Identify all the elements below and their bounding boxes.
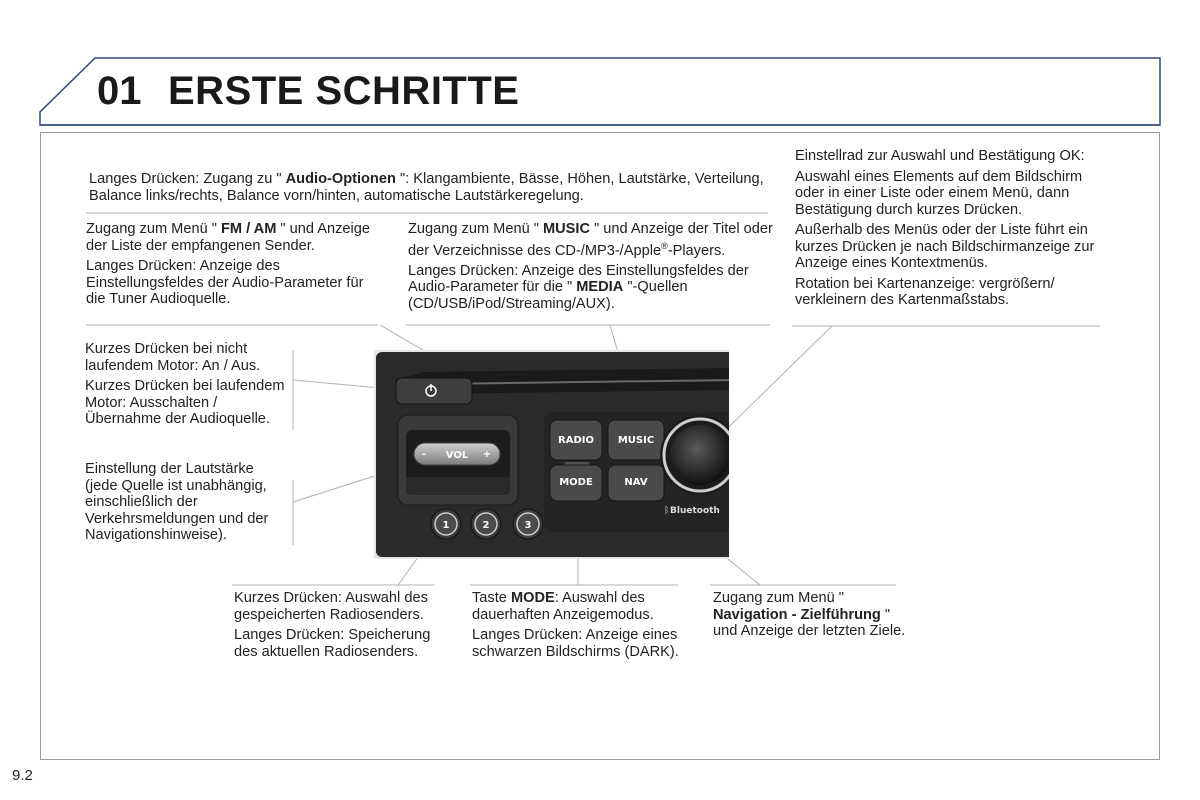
preset-button-2[interactable] bbox=[471, 509, 501, 539]
knob-text: Einstellrad zur Auswahl und Bestätigung OK: Auswahl eines Elements auf dem Bildschirm oder in einer Liste oder einem Menü, dann Bestätigung durch kurzes Drücken. Außerhalb des Menüs oder der Liste führt ein kurzes Drücken je nach Bildschirmanzeige zur Anzeige eines Kontextmenüs. Rotation bei Kartenanzeige: vergrößern/ verkleinern des Kartenmaßstabs. bbox=[795, 148, 1095, 308]
nav-button[interactable] bbox=[608, 465, 664, 501]
volume-text: Einstellung der Lautstärke (jede Quelle ist unabhängig, einschließlich der Verkehrsmeldungen und der Navigationshinweise). bbox=[85, 461, 269, 543]
audio-options-text: Langes Drücken: Zugang zu " Audio-Optionen ": Klangambiente, Bässe, Höhen, Lautstärke, Verteilung, Balance links/rechts, Balance vorn/hinten, automatische Lautstärkeregelung. bbox=[89, 171, 764, 204]
bluetooth-icon: ᛒ bbox=[664, 506, 670, 516]
presets-text: Kurzes Drücken: Auswahl des gespeicherten Radiosenders. Langes Drücken: Speicherung des aktuellen Radiosenders. bbox=[234, 590, 431, 660]
svg-text:3: 3 bbox=[524, 520, 532, 531]
power-text: Kurzes Drücken bei nicht laufendem Motor: An / Aus. Kurzes Drücken bei laufendem Motor: Ausschalten / Übernahme der Audioquelle. bbox=[85, 341, 285, 427]
preset-button-1[interactable] bbox=[431, 509, 461, 539]
preset-button-3[interactable] bbox=[513, 509, 543, 539]
vol-plus-label: + bbox=[482, 449, 492, 460]
svg-text:2: 2 bbox=[482, 520, 490, 531]
mode-text: Taste MODE: Auswahl des dauerhaften Anzeigemodus. Langes Drücken: Anzeige eines schwarzen Bildschirms (DARK). bbox=[472, 590, 679, 660]
chapter-title: ERSTE SCHRITTE bbox=[168, 69, 520, 113]
svg-text:MODE: MODE bbox=[559, 477, 593, 488]
mode-button[interactable] bbox=[550, 465, 602, 501]
volume-control[interactable] bbox=[414, 443, 500, 465]
vol-label: VOL bbox=[445, 450, 469, 461]
radio-button[interactable] bbox=[550, 420, 602, 460]
svg-text:RADIO: RADIO bbox=[558, 435, 594, 446]
vol-minus-label: - bbox=[421, 449, 427, 460]
radio-device bbox=[374, 350, 729, 559]
page-number: 9.2 bbox=[12, 767, 33, 784]
svg-text:1: 1 bbox=[442, 520, 450, 531]
chapter-number: 01 bbox=[97, 69, 142, 113]
svg-text:NAV: NAV bbox=[624, 477, 648, 488]
fm-am-text: Zugang zum Menü " FM / AM " und Anzeige der Liste der empfangenen Sender. Langes Drücken: Anzeige des Einstellungsfeldes der Audio-Parameter für die Tuner Audioquelle. bbox=[86, 221, 371, 307]
bluetooth-label: Bluetooth bbox=[670, 506, 720, 516]
nav-text: Zugang zum Menü " Navigation - Zielführung " und Anzeige der letzten Ziele. bbox=[713, 590, 906, 639]
music-button[interactable] bbox=[608, 420, 664, 460]
music-text: Zugang zum Menü " MUSIC " und Anzeige der Titel oder der Verzeichnisse des CD-/MP3-/Apple®-Players. Langes Drücken: Anzeige des Einstellungsfeldes der Audio-Parameter für die " MEDIA "-Quellen (CD/USB/iPod/Streaming/AUX). bbox=[408, 221, 773, 312]
power-button[interactable] bbox=[396, 378, 472, 404]
svg-text:MUSIC: MUSIC bbox=[617, 435, 655, 446]
